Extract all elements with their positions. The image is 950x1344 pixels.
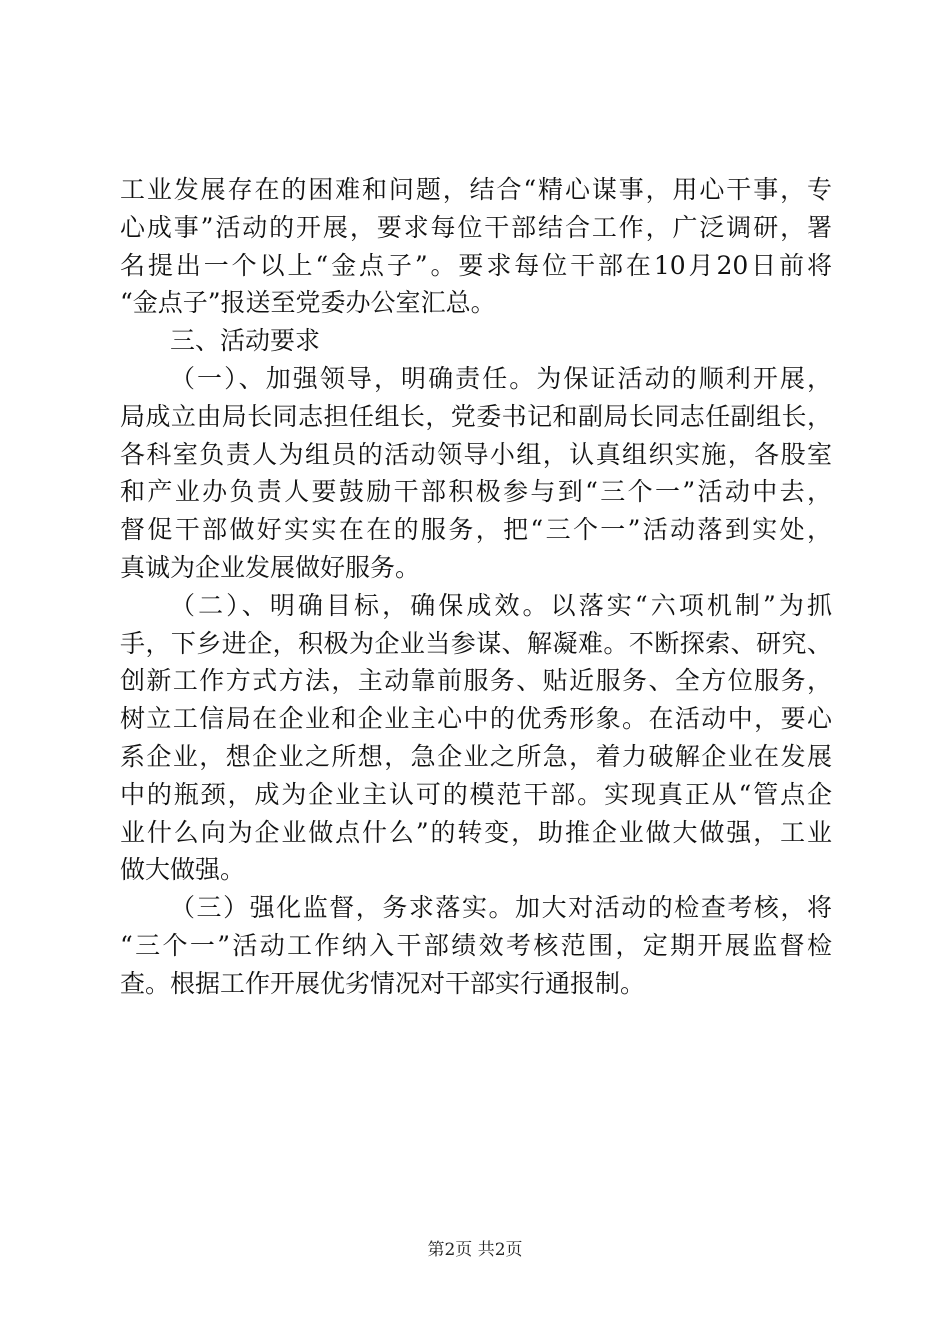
paragraph-start-line: （二）、明确目标，确保成效。以落实“六项机制”为抓 bbox=[170, 590, 832, 620]
text-line: “金点子”报送至党委办公室汇总。 bbox=[120, 288, 496, 318]
text-line: 和产业办负责人要鼓励干部积极参与到“三个一”活动中去， bbox=[120, 477, 832, 507]
text-line: 名提出一个以上“金点子”。要求每位干部在10月20日前将 bbox=[120, 250, 832, 280]
text-line: 做大做强。 bbox=[120, 855, 246, 885]
text-line: 中的瓶颈，成为企业主认可的模范干部。实现真正从“管点企 bbox=[120, 779, 832, 809]
text-line: 督促干部做好实实在在的服务，把“三个一”活动落到实处， bbox=[120, 515, 832, 545]
text-line: 工业发展存在的困难和问题，结合“精心谋事，用心干事，专 bbox=[120, 175, 832, 204]
text-line: 各科室负责人为组员的活动领导小组，认真组织实施，各股室 bbox=[120, 439, 832, 469]
text-line: 树立工信局在企业和企业主心中的优秀形象。在活动中，要心 bbox=[120, 704, 832, 734]
text-line: “三个一”活动工作纳入干部绩效考核范围，定期开展监督检 bbox=[120, 930, 832, 960]
section-heading: 三、活动要求 bbox=[170, 326, 321, 356]
text-line: 心成事”活动的开展，要求每位干部结合工作，广泛调研，署 bbox=[120, 212, 832, 242]
text-line: 系企业，想企业之所想，急企业之所急，着力破解企业在发展 bbox=[120, 741, 832, 771]
paragraph-start-line: （三）强化监督，务求落实。加大对活动的检查考核，将 bbox=[170, 893, 832, 923]
page-number-footer: 第2页 共2页 bbox=[427, 1240, 523, 1260]
text-line: 创新工作方式方法，主动靠前服务、贴近服务、全方位服务， bbox=[120, 666, 832, 696]
text-line: 手，下乡进企，积极为企业当参谋、解凝难。不断探索、研究、 bbox=[120, 628, 832, 658]
text-line: 查。根据工作开展优劣情况对干部实行通报制。 bbox=[120, 968, 646, 998]
paragraph-start-line: （一）、加强领导，明确责任。为保证活动的顺利开展， bbox=[170, 363, 832, 393]
text-line: 局成立由局长同志担任组长，党委书记和副局长同志任副组长， bbox=[120, 401, 832, 431]
text-line: 业什么向为企业做点什么”的转变，助推企业做大做强，工业 bbox=[120, 817, 832, 847]
text-line: 真诚为企业发展做好服务。 bbox=[120, 552, 421, 582]
document-body bbox=[120, 171, 832, 1003]
